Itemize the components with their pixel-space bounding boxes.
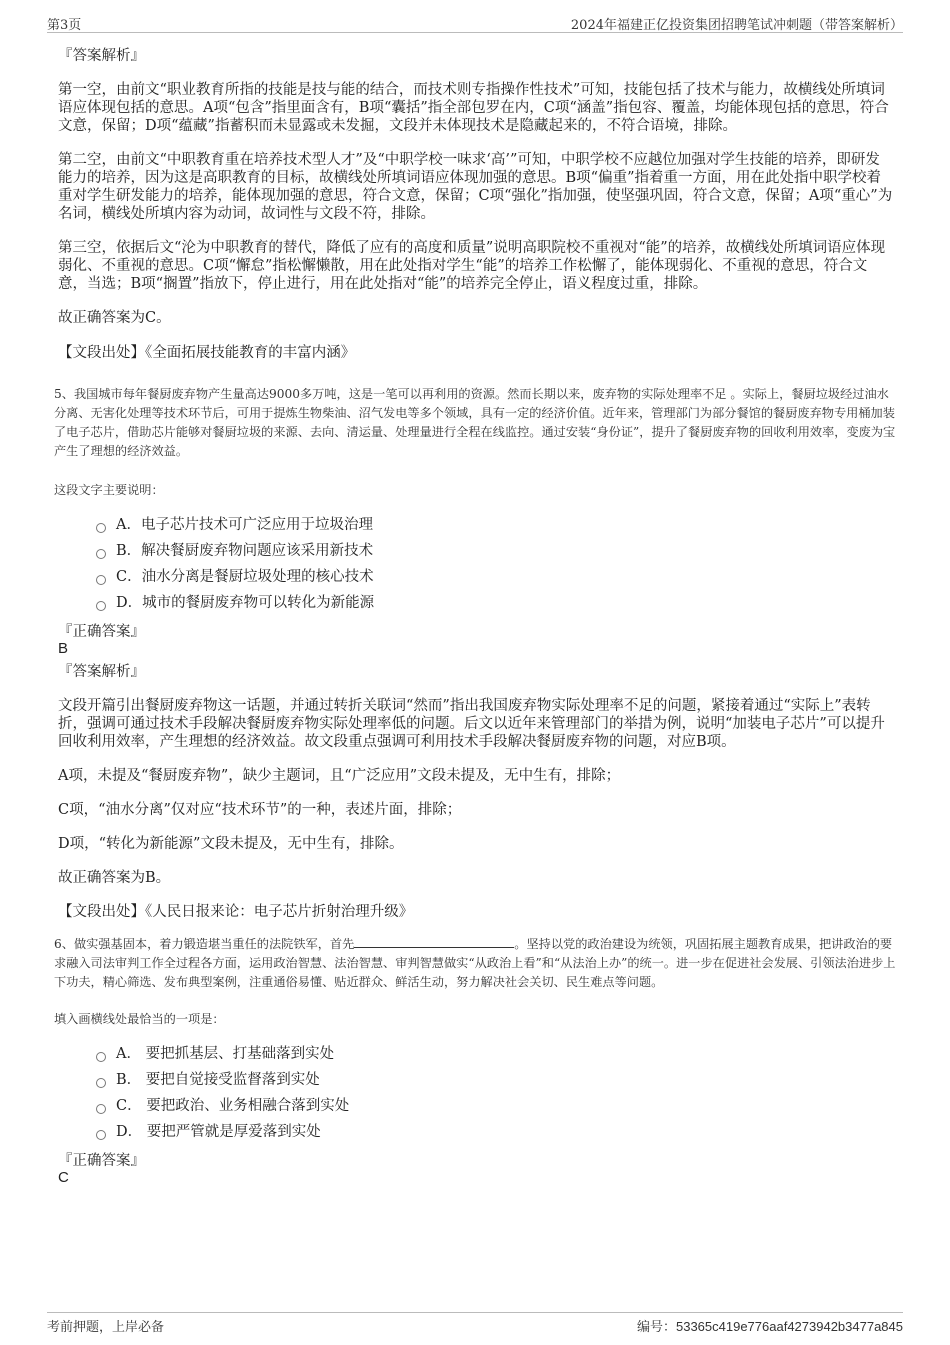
q5-analysis-label: 『答案解析』 <box>58 664 145 680</box>
q6-stem-after: 。坚持以党的政治建设为统领，巩固拓展主题教育成果，把讲政治的要求融入司法审判工作全过程各方面，运用政治智慧、法治智慧、审判智慧做实“从政治上看”和“从法治上办”的统一。进一步在促进社会发展、引领法治进步上下功夫，精心筛选、发布典型案例，注重通俗易懂、贴近群众、鲜活生动，努力解决社会关切、民生难点等问题。 <box>54 937 896 989</box>
code-value: 53365c419e776aaf4273942b3477a845 <box>675 1319 903 1334</box>
q4-conclusion: 故正确答案为C。 <box>58 310 171 326</box>
q6-prompt: 填入画横线处最恰当的一项是： <box>54 1012 225 1026</box>
radio-icon[interactable] <box>96 575 106 585</box>
radio-icon[interactable] <box>96 1104 106 1114</box>
q5-analysis-para1: 文段开篇引出餐厨废弃物这一话题，并通过转折关联词“然而”指出我国废弃物实际处理率不足的问题，紧接着通过“实际上”表转折，强调可通过技术手段解决餐厨废弃物实际处理率低的问题。后文以近年来管理部门的举措为例，说明“加装电子芯片”可以提升回收利用效率，产生理想的经济效益。故文段重点强调可利用技术手段解决餐厨废弃物的问题，对应B项。 <box>58 698 885 750</box>
q5-analysis-a: A项，未提及“餐厨废弃物”，缺少主题词，且“广泛应用”文段未提及，无中生有，排除； <box>58 768 621 784</box>
q5-option-c[interactable] <box>96 564 374 590</box>
code-label: 编号： <box>636 1320 676 1335</box>
page-header <box>47 12 903 33</box>
option-label: B．解决餐厨废弃物问题应该采用新技术 <box>116 543 374 559</box>
q5-analysis-c: C项，“油水分离”仅对应“技术环节”的一种，表述片面，排除； <box>58 802 462 818</box>
radio-icon[interactable] <box>96 601 106 611</box>
q5-option-a[interactable] <box>96 512 374 538</box>
document-title: 2024年福建正亿投资集团招聘笔试冲刺题（带答案解析） <box>570 18 903 33</box>
q4-analysis-para3: 第三空，依据后文“沦为中职教育的替代，降低了应有的高度和质量”说明高职院校不重视对“能”的培养，故横线处所填词语应体现弱化、不重视的意思。C项“懈怠”指松懈懒散，用在此处指对学生“能”的培养工作松懈了，能体现弱化、不重视的意思，符合文意，当选；B项“搁置”指放下，停止进行，用在此处指对“能”的培养完全停止，语义程度过重，排除。 <box>58 240 886 292</box>
answer-blank <box>354 935 514 948</box>
option-label: B． 要把自觉接受监督落到实处 <box>116 1072 320 1088</box>
q5-correct-answer: B <box>58 640 69 657</box>
option-label: A． 要把抓基层、打基础落到实处 <box>116 1046 335 1062</box>
footer-slogan: 考前押题，上岸必备 <box>47 1320 165 1335</box>
page-number: 第3页 <box>47 18 82 33</box>
radio-icon[interactable] <box>96 523 106 533</box>
q6-options <box>96 1041 349 1145</box>
q6-correct-label: 『正确答案』 <box>58 1153 145 1169</box>
option-label: C．油水分离是餐厨垃圾处理的核心技术 <box>116 569 374 585</box>
radio-icon[interactable] <box>96 549 106 559</box>
q6-stem <box>54 935 896 992</box>
q4-analysis-para1: 第一空，由前文“职业教育所指的技能是技与能的结合，而技术则专指操作性技术”可知，技能包括了技术与能力，故横线处所填词语应体现包括的意思。A项“包含”指里面含有，B项“囊括”指全部包罗在内，C项“涵盖”指包容、覆盖，均能体现包括的意思，符合文意，保留；D项“蕴藏”指蓄积而未显露或未发掘，文段并未体现技术是隐藏起来的，不符合语境，排除。 <box>58 82 889 134</box>
q6-option-c[interactable] <box>96 1093 349 1119</box>
page-footer <box>47 1312 903 1337</box>
option-label: C． 要把政治、业务相融合落到实处 <box>116 1098 350 1114</box>
q5-analysis-d: D项，“转化为新能源”文段未提及，无中生有，排除。 <box>58 836 404 852</box>
q5-source: 【文段出处】《人民日报来论：电子芯片折射治理升级》 <box>58 904 414 920</box>
q5-option-b[interactable] <box>96 538 374 564</box>
q4-source: 【文段出处】《全面拓展技能教育的丰富内涵》 <box>58 345 356 361</box>
option-label: A．电子芯片技术可广泛应用于垃圾治理 <box>116 517 373 533</box>
q6-option-d[interactable] <box>96 1119 349 1145</box>
option-label: D．城市的餐厨废弃物可以转化为新能源 <box>116 595 375 611</box>
q6-correct-answer: C <box>58 1169 69 1186</box>
q6-option-a[interactable] <box>96 1041 349 1067</box>
q5-options <box>96 512 374 616</box>
q6-stem-before: 6、做实强基固本，着力锻造堪当重任的法院铁军，首先 <box>54 937 355 951</box>
option-label: D． 要把严管就是厚爱落到实处 <box>116 1124 321 1140</box>
q6-option-b[interactable] <box>96 1067 349 1093</box>
q5-prompt: 这段文字主要说明： <box>54 483 164 497</box>
q4-analysis-label: 『答案解析』 <box>58 48 145 64</box>
q5-conclusion: 故正确答案为B。 <box>58 870 171 886</box>
radio-icon[interactable] <box>96 1078 106 1088</box>
document-code <box>637 1316 903 1335</box>
radio-icon[interactable] <box>96 1130 106 1140</box>
q5-correct-label: 『正确答案』 <box>58 624 145 640</box>
q5-stem: 5、我国城市每年餐厨废弃物产生量高达9000多万吨，这是一笔可以再利用的资源。然而长期以来，废弃物的实际处理率不足 。实际上，餐厨垃圾经过油水分离、无害化处理等技术环节后，可用于提炼生物柴油、沼气发电等多个领域，具有一定的经济价值。近年来，管理部门为部分餐馆的餐厨废弃物专用桶加装了电子芯片，借助芯片能够对餐厨垃圾的来源、去向、清运量、处理量进行全程在线监控。通过安装“身份证”，提升了餐厨废弃物的回收利用效率，变废为宝产生了理想的经济效益。 <box>54 387 896 458</box>
q5-option-d[interactable] <box>96 590 374 616</box>
radio-icon[interactable] <box>96 1052 106 1062</box>
q4-analysis-para2: 第二空，由前文“中职教育重在培养技术型人才”及“中职学校一味求‘高’”可知，中职学校不应越位加强对学生技能的培养，即研发能力的培养，因为这是高职教育的目标，故横线处所填词语应体现加强的意思。B项“偏重”指着重一方面，用在此处指中职学校着重对学生研发能力的培养，能体现加强的意思，符合文意，保留；C项“强化”指加强，使坚强巩固，符合文意，保留；A项“重心”为名词，横线处所填内容为动词，故词性与文段不符，排除。 <box>58 152 893 222</box>
